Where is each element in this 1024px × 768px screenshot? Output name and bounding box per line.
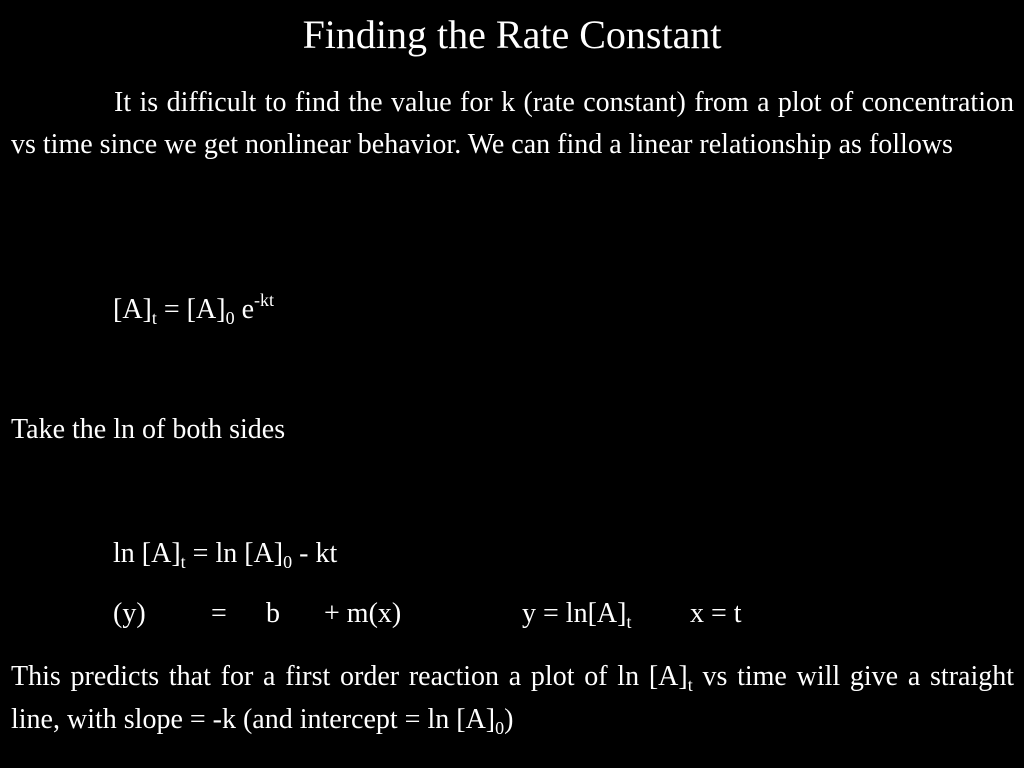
eq2-right: - kt <box>292 538 338 569</box>
eq3-y-definition-text: y = ln[A] <box>522 598 627 629</box>
eq3-b: b <box>266 598 280 629</box>
intro-paragraph: It is difficult to find the value for k (rate constant) from a plot of concentration vs time since we get nonlinear behavior. We can find a linear relationship as follows <box>11 87 1014 160</box>
eq1-middle: = [A] <box>156 294 226 325</box>
conclusion-paragraph <box>11 655 1014 741</box>
conclusion-part-1: This predicts that for a first order reaction a plot of ln [A] <box>11 661 688 692</box>
eq3-y-definition <box>522 597 631 631</box>
eq1-exponent: -kt <box>254 290 274 310</box>
slide-title: Finding the Rate Constant <box>302 12 722 57</box>
take-ln-instruction: Take the ln of both sides <box>11 414 286 445</box>
eq3-x-definition: x = t <box>690 598 742 629</box>
conclusion-part-3: ) <box>504 704 514 735</box>
eq2-middle: = ln [A] <box>185 538 284 569</box>
eq1-middle-subscript: 0 <box>225 308 235 328</box>
eq1-left-subscript: t <box>151 308 157 328</box>
eq1-left: [A] <box>113 294 152 325</box>
eq2-left-subscript: t <box>180 552 186 572</box>
first-order-exponential-equation <box>113 290 274 328</box>
eq2-left: ln [A] <box>113 538 181 569</box>
conclusion-subscript-t: t <box>687 675 693 695</box>
eq3-mx: + m(x) <box>324 598 402 629</box>
integrated-rate-law-equation <box>113 537 337 571</box>
eq3-equals: = <box>211 598 227 629</box>
eq1-right: e <box>234 294 254 325</box>
conclusion-subscript-0: 0 <box>495 718 505 738</box>
eq3-y: (y) <box>113 598 146 629</box>
conclusion-part-2: vs time will give a straight line, with slope = -k (and intercept = ln [A] <box>11 661 1014 735</box>
linear-form-mapping <box>0 597 1024 631</box>
eq3-y-definition-subscript: t <box>626 612 632 632</box>
eq2-middle-subscript: 0 <box>283 552 293 572</box>
